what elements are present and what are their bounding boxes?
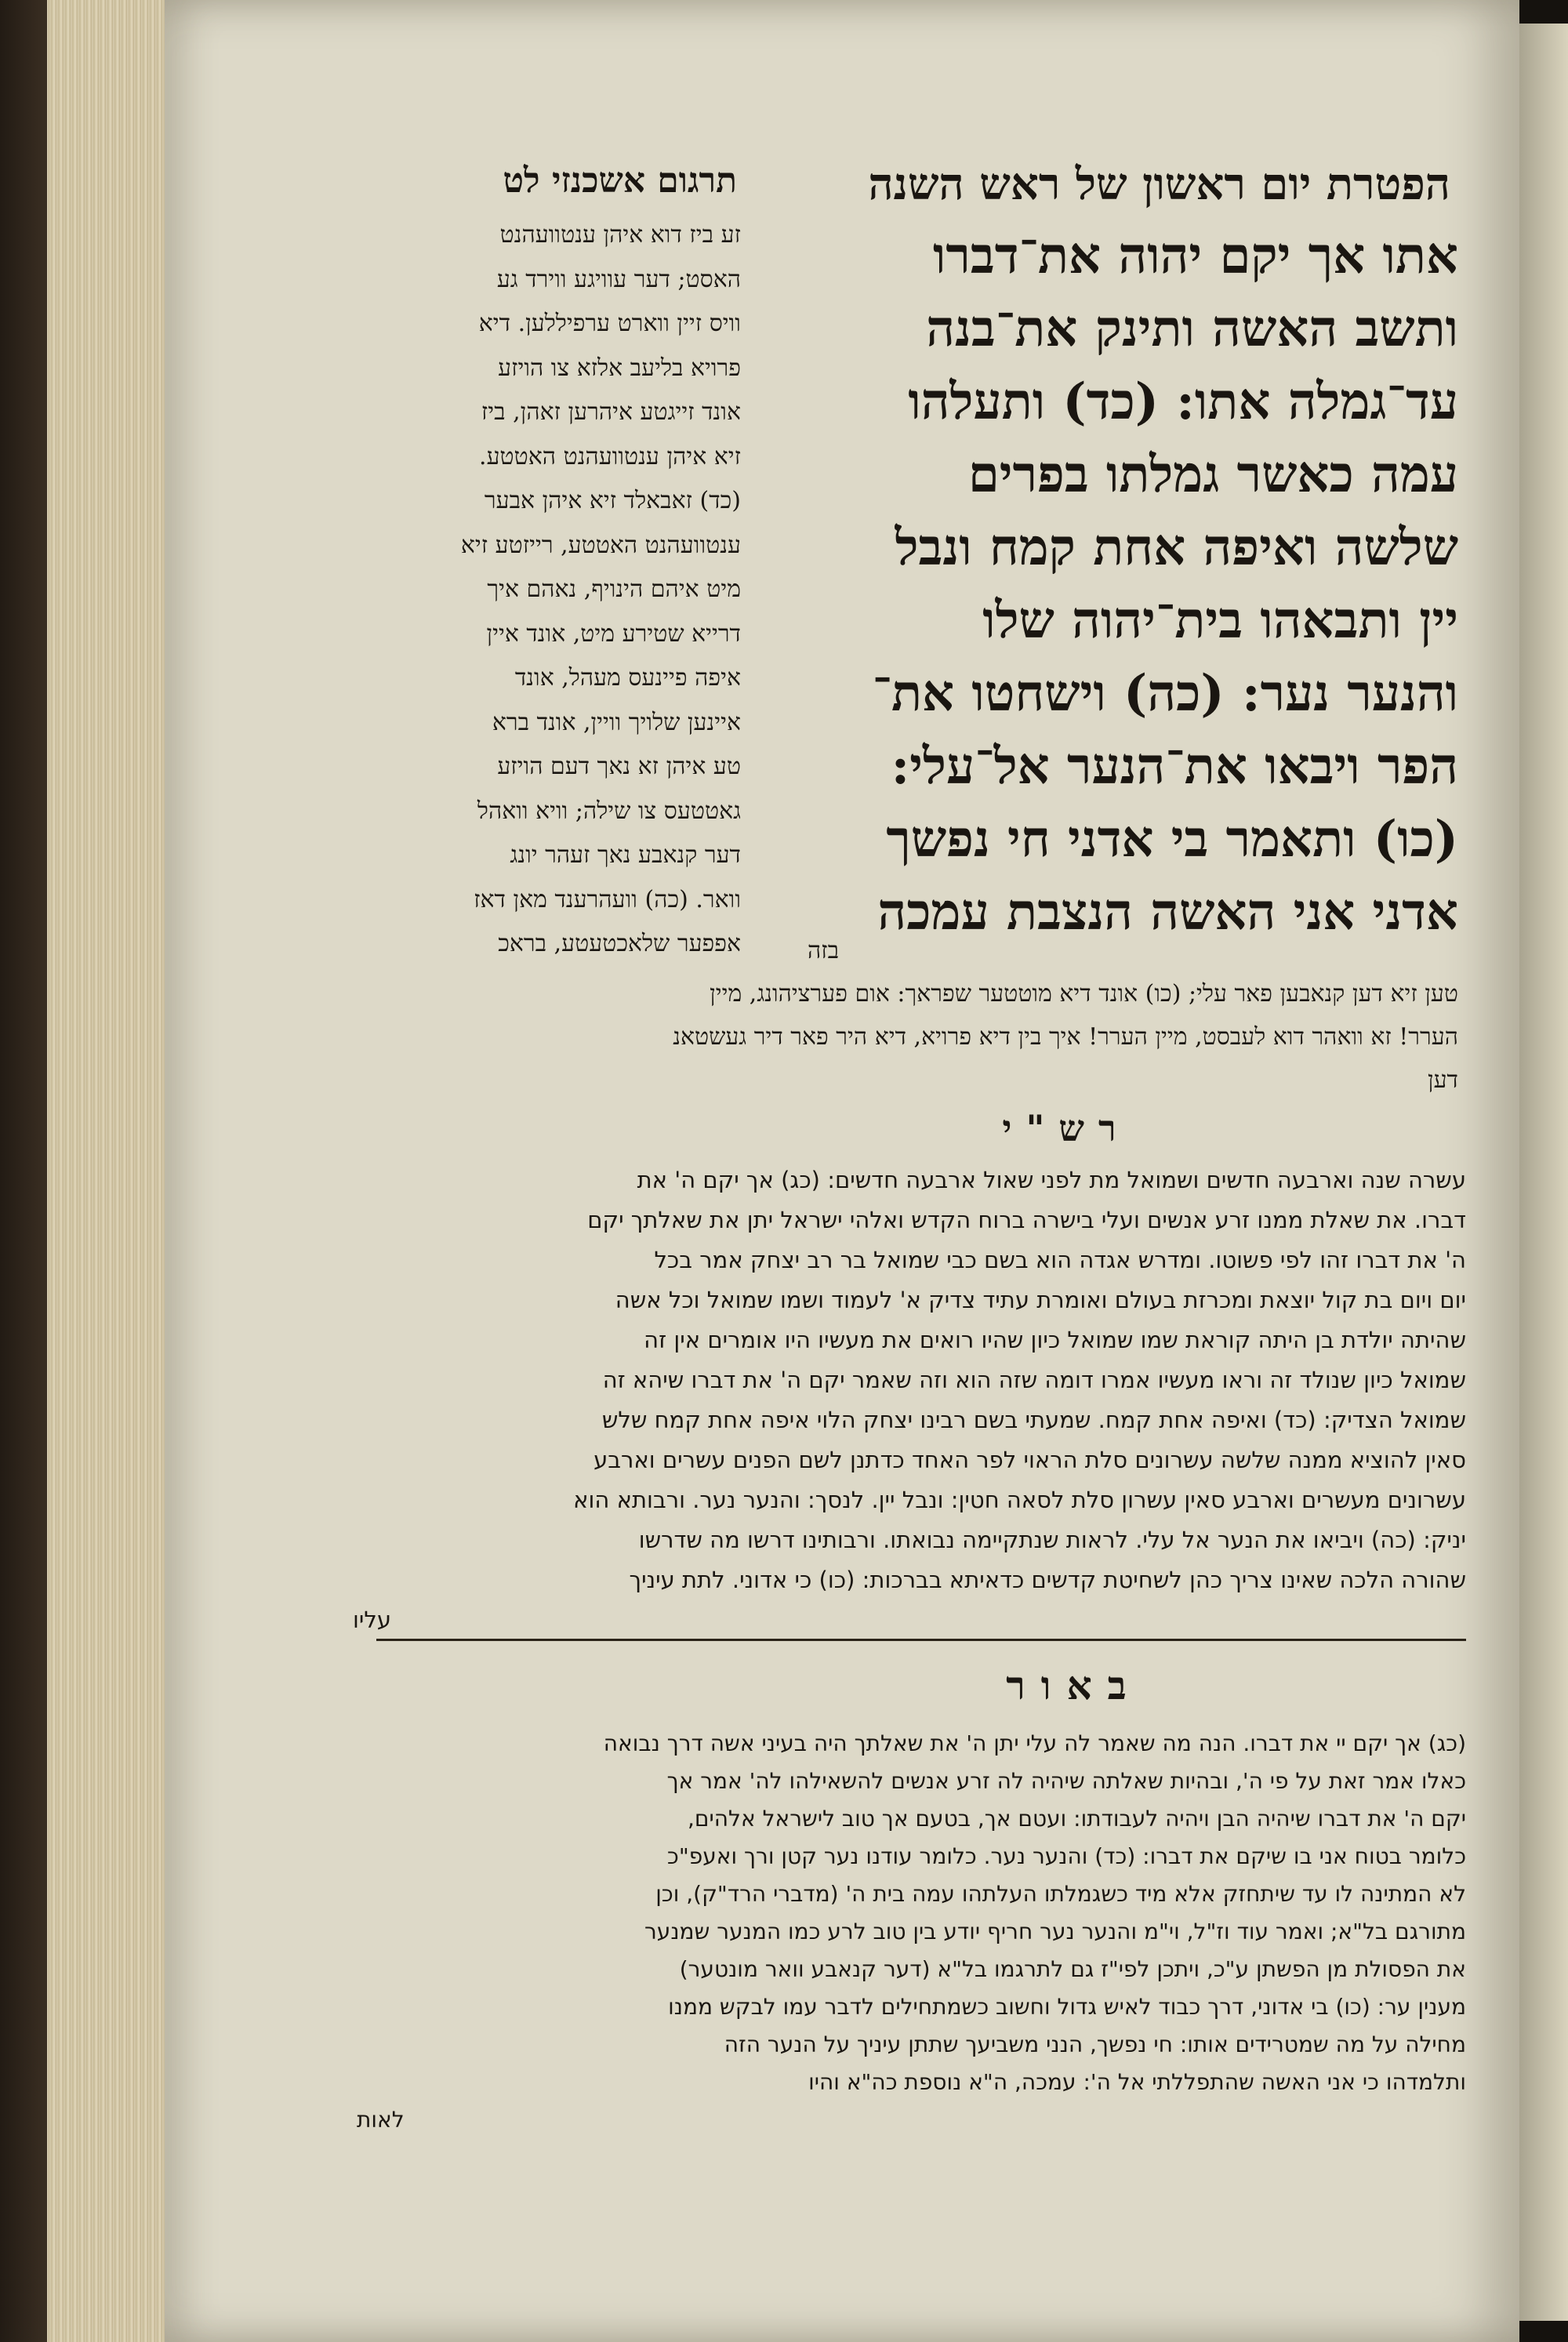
targum-text (349, 213, 741, 967)
rashi-line: עשרה שנה וארבעה חדשים ושמואל מת לפני שאול ארבעה חדשים: (כג) אך יקם ה' את (637, 1167, 1466, 1193)
targum-line: האסט; דער עוויגע ווירד גע (496, 265, 741, 293)
rashi-line: יניק: (כה) ויביאו את הנער אל עלי. לראות שנתקיימה נבואתו. ורבותינו דרשו מה שדרשו (638, 1527, 1466, 1553)
biur-line: (כג) אך יקם יי את דברו. הנה מה שאמר לה עלי יתן ה' את שאלתך היה בעיני אשה דרך נבואה (603, 1730, 1466, 1756)
rashi-line: סאין להוציא ממנה שלשה עשרונים סלת הראוי לפר האחד כדתנן לשם הפנים עשרים וארבע (593, 1447, 1466, 1473)
rashi-line: ה' את דברו זהו לפי פשוטו. ומדרש אגדה הוא בשם כבי שמואל בר רב יצחק אמר בכל (654, 1247, 1466, 1273)
targum-title: תרגום אשכנזי לט (503, 161, 737, 201)
book-cover-edge (0, 0, 47, 2342)
targum-continuation (321, 972, 1458, 1102)
rashi-commentary (353, 1160, 1466, 1640)
main-text-line: אדני אני האשה הנצבת עמכה (877, 883, 1458, 942)
rashi-line: עשרונים מעשרים וארבע סאין עשרון סלת לסאה חטין: ונבל יין. לנסך: והנער נער. ורבותא הוא (573, 1487, 1466, 1513)
rashi-line: שהיתה יולדת בן היתה קוראת שמו שמואל כיון שהיו רואים את מעשיו היו אומרים אין זה (644, 1327, 1466, 1353)
targum-line: זע ביז דוא איהן ענטוועהנט (499, 221, 741, 249)
targum-line: זיא איהן ענטוועהנט האטטע. (479, 442, 741, 470)
rashi-line: שמואל הצדיק: (כד) ואיפה אחת קמח. שמעתי בשם רבינו יצחק הלוי איפה אחת קמח שלש (601, 1407, 1466, 1433)
biur-line: כלומר בטוח אני בו שיקם את דברו: (כד) והנער נער. כלומר עודנו נער קטן ורך ואעפ"כ (667, 1843, 1466, 1869)
main-catchword: בזה (808, 937, 840, 964)
facing-page-edge (1519, 24, 1568, 2321)
section-divider (376, 1639, 1466, 1641)
book-page (165, 0, 1519, 2342)
targum-line: דער קנאבע נאך זעהר יונג (510, 841, 741, 869)
biur-line: ותלמדהו כי אני האשה שהתפללתי אל ה': עמכה, ה"א נוספת כה"א והיו (808, 2069, 1466, 2095)
targum-line: איינען שלויך וויין, אונד ברא (492, 708, 741, 736)
rashi-heading: רש"י (1002, 1107, 1131, 1149)
main-text-line: עד־גמלה אתו: (כד) ותעלהו (908, 372, 1458, 431)
biur-line: את הפסולת מן הפשתן ע"כ, ויתכן לפי"ז גם לתרגמו בל"א (דער קנאבע וואר מונטער) (679, 1956, 1466, 1982)
rashi-line: דברו. את שאלת ממנו זרע אנשים ועלי בישרה ברוח הקדש ואלהי ישראל יתן את שאלתך יקם (587, 1207, 1466, 1233)
rashi-line: שמואל כיון שנולד זה וראו מעשיו אמרו דומה שזה הוא וזה שאמר יקם ה' את דברו שיהא זה (602, 1367, 1466, 1393)
main-hebrew-text (760, 220, 1458, 949)
targum-line: דרייא שטירע מיט, אונד איין (486, 619, 741, 648)
targum-line: אונד זייגטע איהרען זאהן, ביז (481, 398, 741, 426)
main-text-line: עמה כאשר גמלתו בפרים (967, 445, 1458, 504)
targum-line: גאטטעס צו שילה; וויא וואהל (477, 797, 741, 825)
main-text-line: והנער נער: (כה) וישחטו את־ (872, 664, 1458, 723)
targum-line: איפה פיינעס מעהל, אונד (514, 664, 741, 692)
targum-line: וואר. (כה) וועהרענד מאן דאז (474, 885, 741, 913)
biur-line: מחילה על מה שמטרידים אותו: חי נפשך, הנני משביעך שתתן עיניך על הנער הזה (724, 2032, 1466, 2057)
continuation-line: דען (1427, 1066, 1458, 1094)
main-text-line: הפר ויבאו את־הנער אל־עלי: (891, 737, 1458, 796)
continuation-line: הערר! זא וואהר דוא לעבסט, מיין הערר! איך בין דיא פרויא, דיא היר פאר דיר געשטאנ (673, 1023, 1458, 1051)
main-text-line: יין ותבאהו בית־יהוה שלו (982, 591, 1458, 650)
rashi-line: יום ויום בת קול יוצאת ומכרזת בעולם ואומרת עתיד צדיק א' לעמוד ושמו שמואל וכל אשה (615, 1287, 1466, 1313)
targum-line: אפפער שלאכטעטע, בראכ (498, 930, 741, 957)
biur-line: כאלו אמר זאת על פי ה', ובהיות שאלתה שיהיה לה זרע אנשים להשאילהו לה' אמר אך (666, 1768, 1466, 1794)
biur-catchword: לאות (357, 2107, 405, 2133)
targum-line: וויס זיין ווארט ערפיללען. דיא (478, 310, 741, 337)
targum-line: ענטוועהנט האטטע, רייזטע זיא (460, 531, 741, 559)
targum-line: טע איהן זא נאך דעם הויזע (497, 753, 741, 780)
biur-commentary (357, 1725, 1466, 2139)
biur-line: לא המתינה לו עד שיתחזק אלא מיד כשגמלתו העלתהו עמה בית ה' (מדברי הרד"ק), וכן (655, 1881, 1466, 1907)
main-text-line: אתו אך יקם יהוה את־דברו (933, 227, 1458, 285)
targum-line: פרויא בליעב אלזא צו הויזע (498, 354, 741, 382)
biur-line: מתורגם בל"א; ואמר עוד וז"ל, וי"מ והנער נער חריף יודע בין טוב לרע כמו המנער שמנער (644, 1919, 1466, 1944)
rashi-catchword: עליו (353, 1607, 392, 1633)
continuation-line: טען זיא דען קנאבען פאר עלי; (כו) אונד דיא מוטטער שפראך: אום פערציהונג, מיין (710, 980, 1458, 1008)
main-text-line: ותשב האשה ותינק את־בנה (926, 300, 1458, 358)
targum-line: מיט איהם הינויף, נאהם איך (487, 576, 741, 603)
biur-heading: באור (1006, 1662, 1142, 1708)
main-text-line: (כו) ותאמר בי אדני חי נפשך (886, 810, 1458, 869)
targum-line: (כד) זאבאלד זיא איהן אבער (484, 487, 741, 514)
biur-line: יקם ה' את דברו שיהיה הבן ויהיה לעבודתו: ועטם אך, בטעם אך טוב לישראל אלהים, (688, 1806, 1466, 1832)
haftarah-title: הפטרת יום ראשון של ראש השנה (868, 158, 1450, 210)
rashi-line: שהורה הלכה שאינו צריך כהן לשחיטת קדשים כדאיתא בברכות: (כו) כי אדוני. לתת עיניך (629, 1567, 1466, 1593)
main-text-line: שלשה ואיפה אחת קמח ונבל (895, 518, 1458, 577)
biur-line: מענין ער: (כו) בי אדוני, דרך כבוד לאיש גדול וחשוב כשמתחילים לדבר עמו לבקש ממנו (668, 1994, 1466, 2020)
